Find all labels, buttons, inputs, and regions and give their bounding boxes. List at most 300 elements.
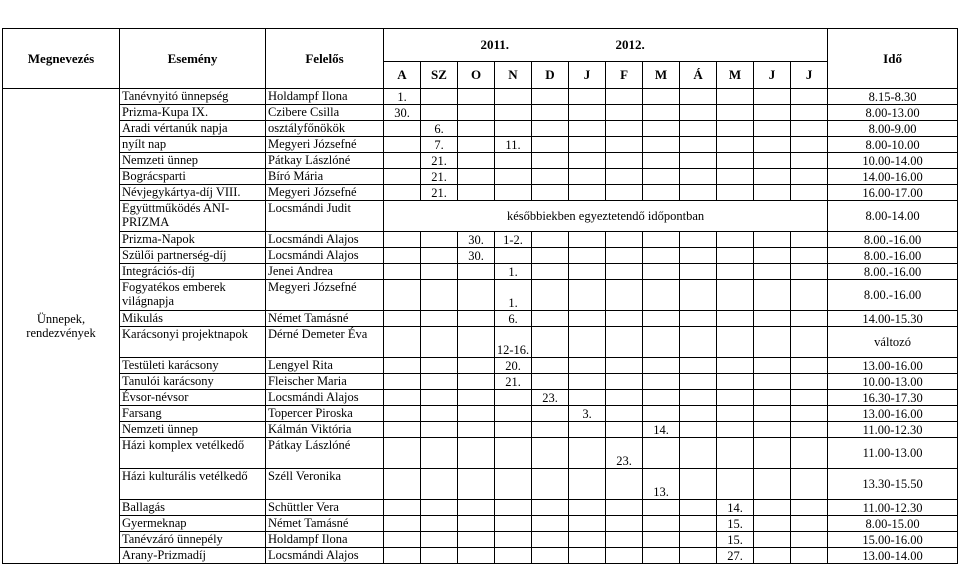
time-cell: 10.00-14.00 [828,153,958,169]
month-cell [606,516,643,532]
month-cell [532,374,569,390]
responsible-cell: Dérné Demeter Éva [266,327,384,358]
responsible-cell: Megyeri Józsefné [266,137,384,153]
month-cell [643,169,680,185]
event-cell: Házi kulturális vetélkedő [120,469,266,500]
month-cell [569,137,606,153]
month-cell [791,121,828,137]
month-cell [754,390,791,406]
month-cell [458,438,495,469]
month-cell [754,121,791,137]
month-cell [569,89,606,105]
table-row [3,105,958,121]
month-cell [495,532,532,548]
month-cell [384,137,421,153]
month-cell [791,327,828,358]
header-month: J [754,62,791,89]
month-cell [458,137,495,153]
month-cell [532,153,569,169]
month-cell [606,121,643,137]
month-cell [680,469,717,500]
month-cell [458,548,495,564]
month-cell [643,532,680,548]
header-month: A [384,62,421,89]
event-cell: Arany-Prizmadíj [120,548,266,564]
month-cell [606,327,643,358]
month-cell [643,185,680,201]
month-cell: 7. [421,137,458,153]
month-cell [532,264,569,280]
table-row [3,201,958,232]
month-cell [421,374,458,390]
responsible-cell: Czibere Csilla [266,105,384,121]
month-cell [717,169,754,185]
month-cell [384,169,421,185]
time-cell: 10.00-13.00 [828,374,958,390]
month-cell [532,516,569,532]
time-cell: 8.00-15.00 [828,516,958,532]
month-cell [680,438,717,469]
month-cell [606,137,643,153]
month-cell [791,169,828,185]
month-cell [643,153,680,169]
month-cell [717,232,754,248]
responsible-cell: Pátkay Lászlóné [266,438,384,469]
month-cell [717,105,754,121]
month-cell [606,105,643,121]
month-cell [384,264,421,280]
table-row [3,500,958,516]
header-month: J [791,62,828,89]
month-cell [717,280,754,311]
month-cell [680,374,717,390]
month-cell [717,390,754,406]
event-cell: Együttműködés ANI-PRIZMA [120,201,266,232]
month-cell [569,185,606,201]
month-cell [680,532,717,548]
month-cell [569,500,606,516]
table-row [3,327,958,358]
month-cell: 21. [421,153,458,169]
event-cell: Tanulói karácsony [120,374,266,390]
month-cell [754,500,791,516]
month-cell [384,390,421,406]
time-cell: 13.00-16.00 [828,358,958,374]
month-cell [569,311,606,327]
month-cell: 6. [421,121,458,137]
time-cell: 13.00-16.00 [828,406,958,422]
month-cell [680,280,717,311]
month-cell [717,264,754,280]
month-cell [754,248,791,264]
month-cell [791,516,828,532]
month-cell [495,548,532,564]
month-cell: 12-16. [495,327,532,358]
month-cell: 15. [717,516,754,532]
month-cell [532,169,569,185]
month-cell [569,169,606,185]
event-cell: Névjegykártya-díj VIII. [120,185,266,201]
table-row [3,532,958,548]
month-cell [458,374,495,390]
month-cell [643,548,680,564]
month-cell [717,374,754,390]
month-cell [458,469,495,500]
event-cell: Aradi vértanúk napja [120,121,266,137]
month-cell [754,406,791,422]
month-cell [458,422,495,438]
month-cell [532,358,569,374]
month-cell [384,185,421,201]
month-cell: 30. [458,232,495,248]
month-cell [754,548,791,564]
month-cell [643,516,680,532]
month-cell [421,406,458,422]
month-cell [606,390,643,406]
month-cell [791,137,828,153]
month-cell [754,516,791,532]
category-cell: Ünnepek, rendezvények [3,89,120,564]
table-row [3,121,958,137]
month-cell [680,89,717,105]
month-cell [495,121,532,137]
month-cell [680,248,717,264]
month-cell [754,232,791,248]
event-cell: Farsang [120,406,266,422]
month-cell [791,89,828,105]
time-cell: 8.00-14.00 [828,201,958,232]
month-cell [495,438,532,469]
time-cell: 14.00-15.30 [828,311,958,327]
month-cell [717,137,754,153]
month-cell [569,469,606,500]
event-cell: Tanévnyitó ünnepség [120,89,266,105]
month-cell [643,358,680,374]
table-row [3,248,958,264]
month-cell [606,358,643,374]
month-cell [717,327,754,358]
responsible-cell: Megyeri Józsefné [266,280,384,311]
month-cell [532,248,569,264]
time-cell: 16.00-17.00 [828,185,958,201]
responsible-cell: Lengyel Rita [266,358,384,374]
responsible-cell: Locsmándi Alajos [266,248,384,264]
month-cell [680,232,717,248]
month-cell [421,264,458,280]
month-cell [754,422,791,438]
event-cell: Bográcsparti [120,169,266,185]
month-cell [569,438,606,469]
header-year-2012: 2012. [606,29,828,62]
table-row [3,264,958,280]
month-cell [458,532,495,548]
month-cell: 23. [532,390,569,406]
month-cell: 13. [643,469,680,500]
month-cell: 20. [495,358,532,374]
time-cell: 11.00-12.30 [828,500,958,516]
event-cell: Gyermeknap [120,516,266,532]
month-cell [791,406,828,422]
month-cell [791,105,828,121]
month-cell [421,469,458,500]
event-cell: Szülői partnerség-díj [120,248,266,264]
header-month: D [532,62,569,89]
month-cell [458,311,495,327]
responsible-cell: Német Tamásné [266,516,384,532]
month-cell [717,185,754,201]
month-cell [384,438,421,469]
month-cell [606,500,643,516]
month-cell [421,548,458,564]
month-cell [754,105,791,121]
month-cell [754,374,791,390]
month-cell [791,311,828,327]
month-cell [569,248,606,264]
month-cell [643,327,680,358]
table-row [3,438,958,469]
month-cell [717,358,754,374]
month-cell [384,311,421,327]
table-row [3,548,958,564]
month-cell [754,137,791,153]
month-cell [421,500,458,516]
time-cell: változó [828,327,958,358]
table-row [3,390,958,406]
header-month: N [495,62,532,89]
month-cell [569,374,606,390]
event-cell: Házi komplex vetélkedő [120,438,266,469]
month-cell [754,153,791,169]
month-cell [384,532,421,548]
month-cell [791,280,828,311]
month-cell [532,500,569,516]
month-cell [680,185,717,201]
month-cell [458,89,495,105]
time-cell: 8.15-8.30 [828,89,958,105]
month-cell: 1. [384,89,421,105]
month-cell [458,264,495,280]
month-cell [421,311,458,327]
month-cell: 23. [606,438,643,469]
month-cell: 1. [495,280,532,311]
month-cell [754,469,791,500]
time-cell: 8.00-10.00 [828,137,958,153]
month-cell [384,374,421,390]
month-cell [495,153,532,169]
month-cell [421,89,458,105]
month-cell [754,311,791,327]
month-cell [606,280,643,311]
month-cell: 6. [495,311,532,327]
month-cell: 21. [495,374,532,390]
month-cell [495,422,532,438]
month-cell [643,232,680,248]
month-cell [680,548,717,564]
month-cell [791,390,828,406]
month-cell [384,232,421,248]
month-cell [606,185,643,201]
month-cell [532,121,569,137]
month-cell [643,280,680,311]
month-cell [458,516,495,532]
month-cell [458,358,495,374]
month-cell [532,422,569,438]
month-cell [495,406,532,422]
time-cell: 11.00-13.00 [828,438,958,469]
month-cell [754,280,791,311]
month-cell [643,105,680,121]
month-cell [384,406,421,422]
month-cell [458,169,495,185]
month-cell [569,327,606,358]
schedule-table [2,28,958,564]
month-cell [569,516,606,532]
month-cell [421,516,458,532]
month-cell [421,327,458,358]
month-cell [458,280,495,311]
month-cell [384,121,421,137]
event-cell: Tanévzáró ünnepély [120,532,266,548]
month-cell [421,358,458,374]
month-cell [791,374,828,390]
month-cell [495,248,532,264]
month-cell: 14. [643,422,680,438]
month-cell [717,153,754,169]
table-row [3,358,958,374]
table-row [3,516,958,532]
month-cell [532,327,569,358]
header-month: M [643,62,680,89]
month-cell [569,280,606,311]
month-cell [606,89,643,105]
month-cell: 14. [717,500,754,516]
responsible-cell: Locsmándi Alajos [266,548,384,564]
month-cell [606,422,643,438]
month-cell [569,105,606,121]
month-cell [643,500,680,516]
header-month: O [458,62,495,89]
responsible-cell: Jenei Andrea [266,264,384,280]
month-cell [532,280,569,311]
month-cell [421,422,458,438]
month-cell [754,264,791,280]
month-cell [717,248,754,264]
month-cell [606,548,643,564]
month-cell [532,311,569,327]
header-month: M [717,62,754,89]
month-cell [754,358,791,374]
month-cell [384,327,421,358]
responsible-cell: Topercer Piroska [266,406,384,422]
time-cell: 13.30-15.50 [828,469,958,500]
responsible-cell: osztályfőnökök [266,121,384,137]
month-cell [791,532,828,548]
month-cell [569,548,606,564]
month-cell [791,469,828,500]
event-cell: Testületi karácsony [120,358,266,374]
month-cell [643,390,680,406]
month-cell [754,532,791,548]
month-cell [717,406,754,422]
header-responsible: Felelős [266,29,384,89]
month-cell [532,105,569,121]
responsible-cell: Fleischer Maria [266,374,384,390]
month-cell [421,532,458,548]
time-cell: 8.00.-16.00 [828,232,958,248]
time-cell: 14.00-16.00 [828,169,958,185]
note-cell: későbbiekben egyeztetendő időpontban [384,201,828,232]
month-cell [606,264,643,280]
responsible-cell: Holdampf Ilona [266,532,384,548]
event-cell: Prizma-Napok [120,232,266,248]
month-cell [606,532,643,548]
month-cell [495,390,532,406]
month-cell: 1-2. [495,232,532,248]
table-row [3,232,958,248]
month-cell [606,169,643,185]
month-cell [495,469,532,500]
month-cell [680,121,717,137]
month-cell [606,406,643,422]
month-cell [791,358,828,374]
month-cell [495,169,532,185]
responsible-cell: Széll Veronika [266,469,384,500]
month-cell [606,374,643,390]
month-cell [384,516,421,532]
month-cell: 27. [717,548,754,564]
event-cell: Nemzeti ünnep [120,153,266,169]
table-row [3,469,958,500]
month-cell [384,500,421,516]
table-row [3,374,958,390]
header-time: Idő [828,29,958,89]
event-cell: Mikulás [120,311,266,327]
month-cell [754,169,791,185]
month-cell [532,438,569,469]
header-year-2011: 2011. [384,29,606,62]
month-cell [606,232,643,248]
month-cell [643,89,680,105]
month-cell [532,532,569,548]
table-row [3,280,958,311]
month-cell [458,105,495,121]
month-cell [569,358,606,374]
month-cell [421,438,458,469]
month-cell [532,185,569,201]
header-month: F [606,62,643,89]
responsible-cell: Locsmándi Alajos [266,390,384,406]
responsible-cell: Schüttler Vera [266,500,384,516]
month-cell [791,232,828,248]
month-cell [495,185,532,201]
table-row [3,185,958,201]
month-cell [680,311,717,327]
month-cell [532,469,569,500]
responsible-cell: Német Tamásné [266,311,384,327]
event-cell: nyílt nap [120,137,266,153]
month-cell [421,105,458,121]
month-cell [680,105,717,121]
responsible-cell: Pátkay Lászlóné [266,153,384,169]
month-cell [717,121,754,137]
month-cell [532,406,569,422]
month-cell [384,548,421,564]
month-cell [569,390,606,406]
table-row [3,311,958,327]
month-cell [791,185,828,201]
month-cell [791,248,828,264]
month-cell [532,137,569,153]
